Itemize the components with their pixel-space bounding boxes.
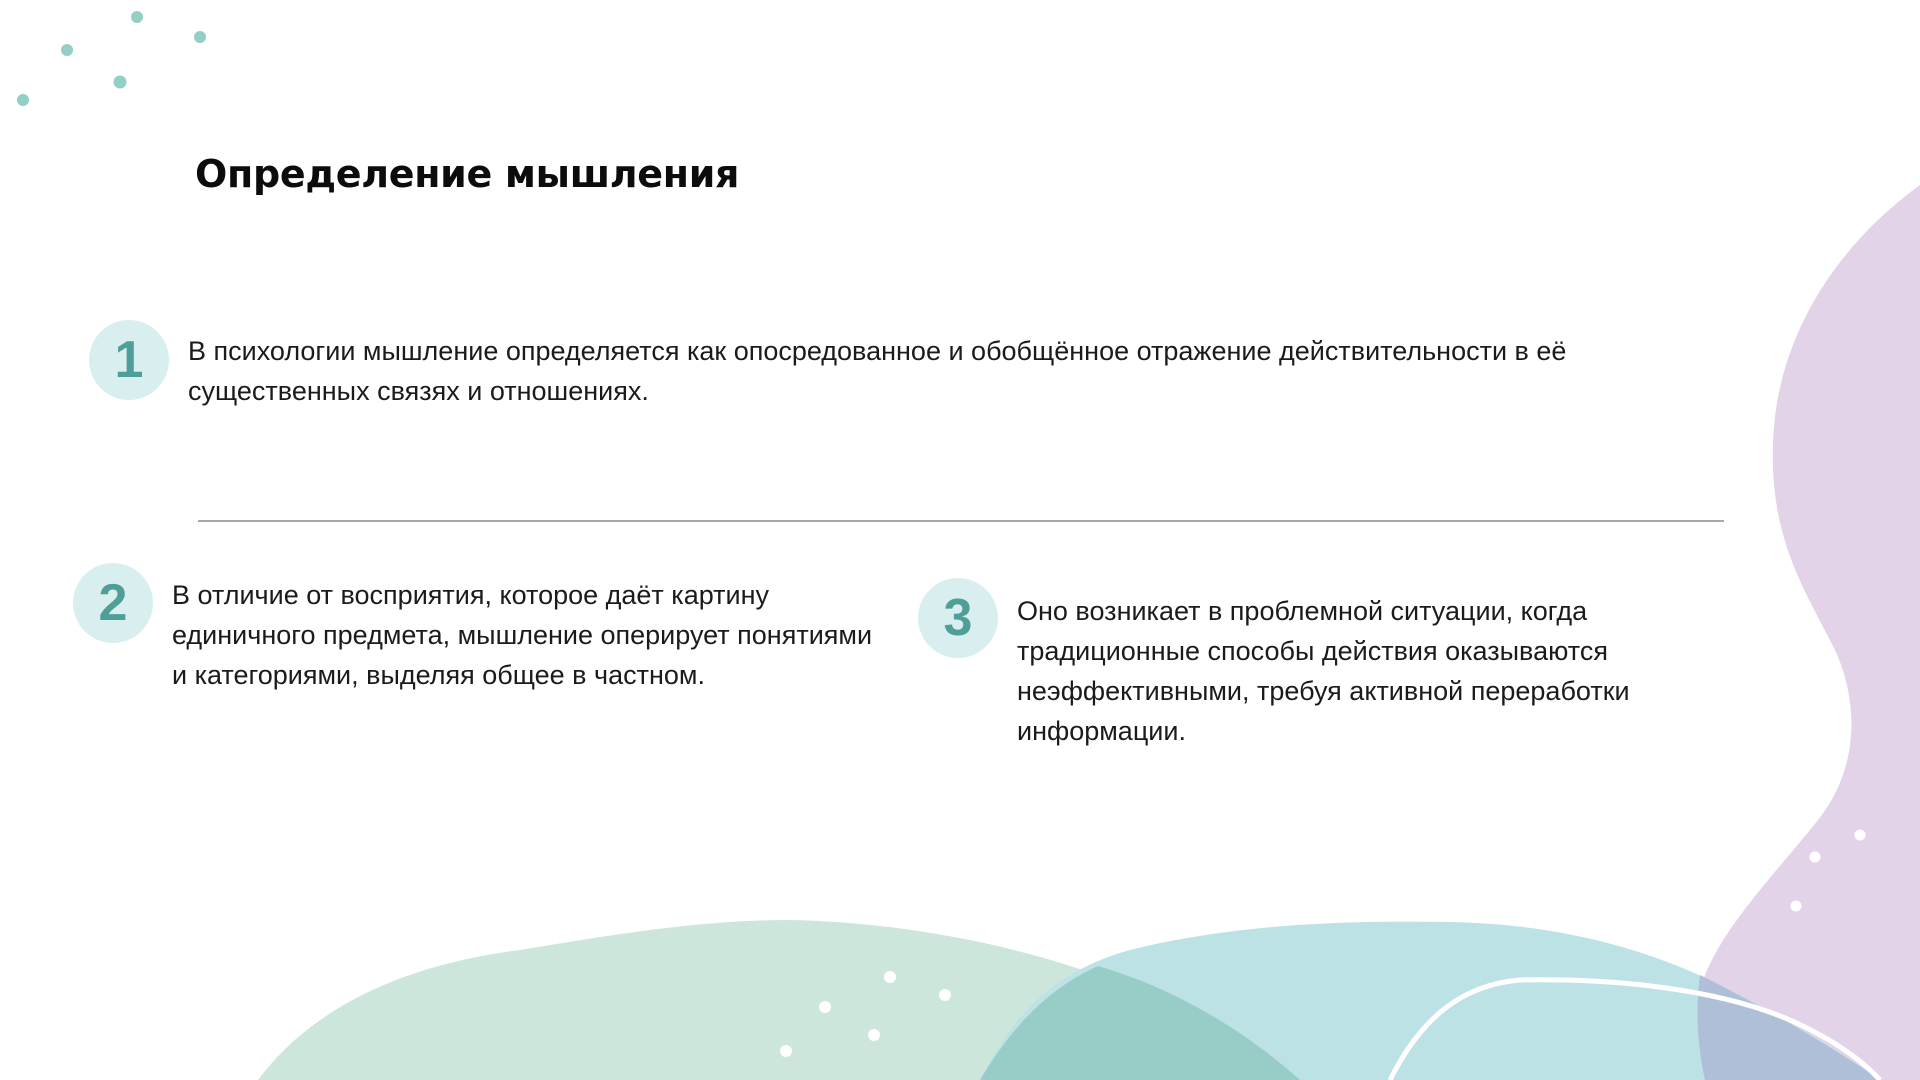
slide-title: Определение мышления (195, 152, 740, 196)
top-left-dots (17, 11, 206, 106)
item-2-number-badge: 2 (73, 563, 153, 643)
item-2-text: В отличие от восприятия, которое даёт картину единичного предмета, мышление оперирует понятиями и категориями, выделяя общее в частном. (172, 580, 873, 690)
item-1-text: В психологии мышление определяется как опосредованное и обобщённое отражение действительности в её существенных связях и отношениях. (188, 336, 1567, 406)
item-3-text: Оно возникает в проблемной ситуации, когда традиционные способы действия оказываются неэффективными, требуя активной переработки информации. (1017, 596, 1630, 746)
item-3-number-badge: 3 (918, 578, 998, 658)
item-1-number-badge: 1 (89, 320, 169, 400)
right-purple-blob (1696, 185, 1920, 1080)
section-divider (198, 520, 1724, 522)
